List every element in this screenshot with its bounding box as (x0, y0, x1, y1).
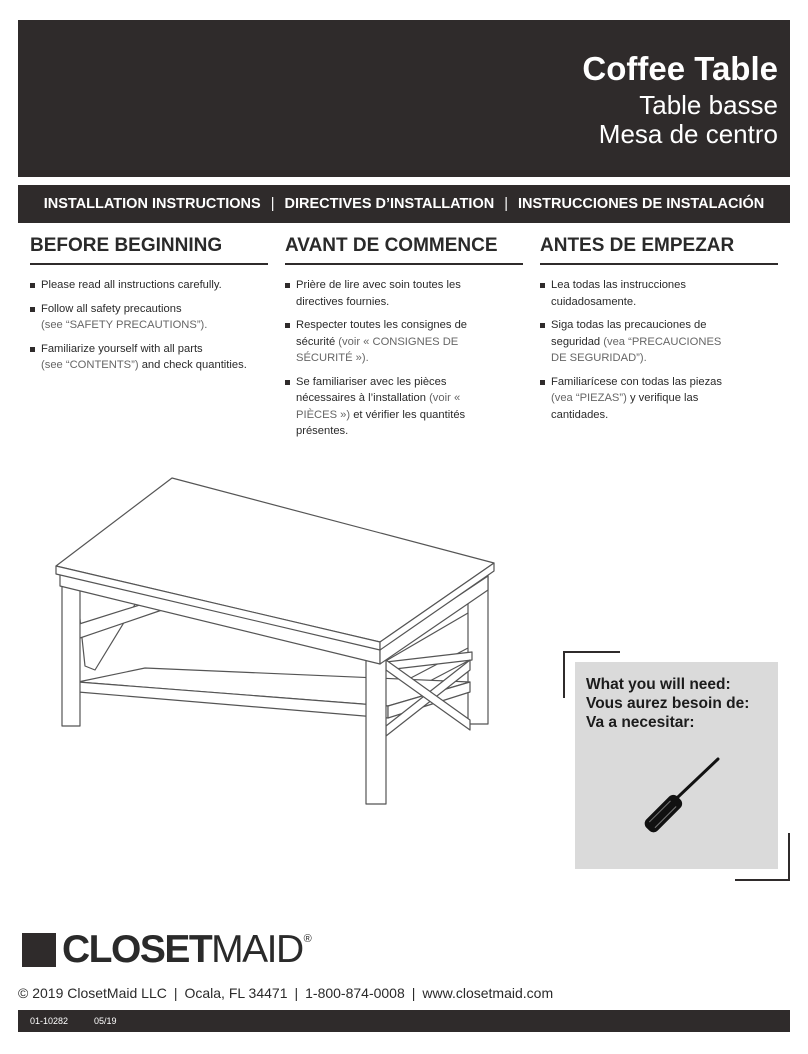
logo-text-bold: CLOSET (62, 928, 212, 971)
heading-antes-de-empezar: ANTES DE EMPEZAR (540, 235, 778, 265)
list-item: Lea todas las instrucciones cuidadosamente. (540, 277, 725, 310)
logo-square (22, 933, 56, 967)
list-item: Please read all instructions carefully. (30, 277, 268, 294)
coffee-table-illustration (50, 470, 500, 810)
phone-number[interactable]: 1-800-874-0008 (305, 985, 405, 1001)
registered-mark: ® (303, 933, 312, 945)
heading-avant-de-commence: AVANT DE COMMENCE (285, 235, 523, 265)
contact-line: © 2019 ClosetMaid LLC | Ocala, FL 34471 | 1-800-874-0008 | www.closetmaid.com (18, 985, 554, 1001)
title-banner (18, 20, 790, 177)
column-french (285, 235, 523, 447)
screwdriver-icon (640, 755, 722, 837)
instructions-bar (18, 185, 790, 223)
document-date: 05/19 (94, 1016, 117, 1026)
tools-heading: What you will need: Vous aurez besoin de: Va a necesitar: (586, 676, 750, 731)
column-spanish (540, 235, 778, 430)
column-english (30, 235, 268, 381)
separator: | (504, 196, 508, 212)
separator: | (270, 196, 275, 212)
title-french: Table basse (639, 90, 778, 120)
title-english: Coffee Table (582, 50, 778, 87)
list-item: Se familiariser avec les pièces nécessaires à l’installation (voir « PIÈCES ») et vérifier les quantités présentes. (285, 374, 470, 440)
instructions-english: INSTALLATION INSTRUCTIONS (43, 196, 261, 212)
instructions-french: DIRECTIVES D’INSTALLATION (284, 196, 495, 212)
footer-bar (18, 1010, 790, 1032)
list-french (285, 277, 470, 440)
list-spanish (540, 277, 725, 423)
logo-text-light: MAID (211, 928, 303, 971)
list-item: Siga todas las precauciones de seguridad (vea “PRECAUCIONES DE SEGURIDAD”). (540, 317, 725, 367)
frame-corner-bottom-right (735, 833, 790, 881)
list-item: Respecter toutes les consignes de sécurité (voir « CONSIGNES DE SÉCURITÉ »). (285, 317, 470, 367)
list-item: Familiarize yourself with all parts (see “CONTENTS”) and check quantities. (30, 341, 268, 374)
list-english (30, 277, 268, 374)
list-item: Prière de lire avec soin toutes les directives fournies. (285, 277, 470, 310)
list-item: Follow all safety precautions (see “SAFETY PRECAUTIONS”). (30, 301, 268, 334)
title-spanish: Mesa de centro (598, 119, 778, 149)
closetmaid-logo (22, 928, 312, 971)
copyright: © 2019 ClosetMaid LLC (18, 985, 167, 1001)
website-link[interactable]: www.closetmaid.com (422, 985, 554, 1001)
location: Ocala, FL 34471 (184, 985, 288, 1001)
heading-before-beginning: BEFORE BEGINNING (30, 235, 268, 265)
document-code: 01-10282 (30, 1016, 69, 1026)
list-item: Familiarícese con todas las piezas (vea “PIEZAS”) y verifique las cantidades. (540, 374, 725, 424)
instructions-spanish: INSTRUCCIONES DE INSTALACIÓN (517, 196, 765, 212)
